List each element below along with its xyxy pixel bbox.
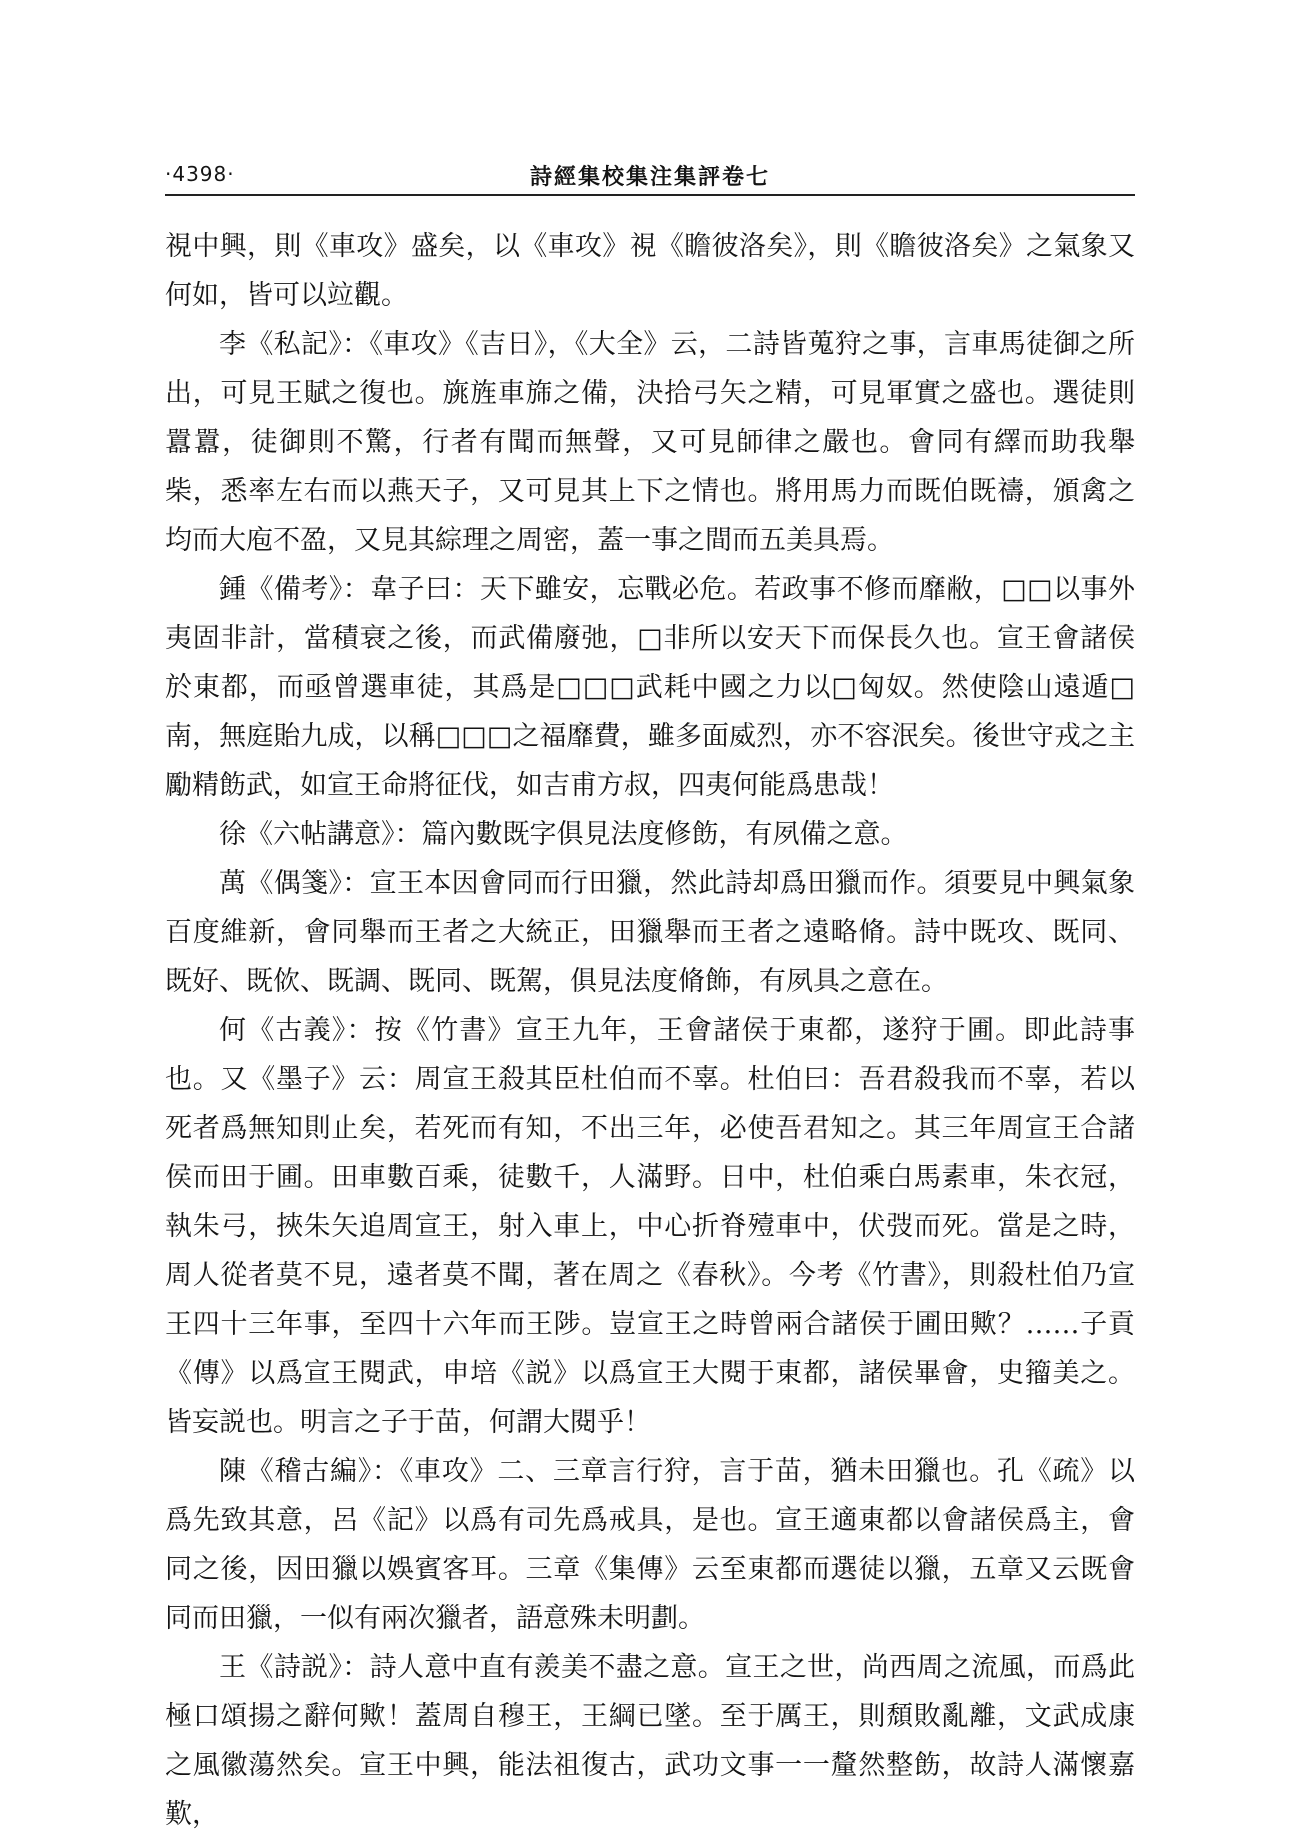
paragraph-8: 王《詩説》：詩人意中直有羨美不盡之意。宣王之世，尚西周之流風，而爲此極口頌揚之辭何歟！蓋周自穆王，王綱已墜。至于厲王，則頹敗亂離，文武成康之風徽蕩然矣。宣王中興，能法祖復古，武功文事一一釐然整飭，故詩人滿懷嘉歎， (165, 1652, 1135, 1830)
paragraph-5: 萬《偶箋》：宣王本因會同而行田獵，然此詩却爲田獵而作。須要見中興氣象百度維新，會同舉而王者之大統正，田獵舉而王者之遠略脩。詩中既攻、既同、既好、既佽、既調、既同、既駕，俱見法度脩飾，有夙具之意在。 (165, 868, 1135, 997)
paragraph-7: 陳《稽古編》：《車攻》二、三章言行狩，言于苗，猶未田獵也。孔《疏》以爲先致其意，呂《記》以爲有司先爲戒具，是也。宣王適東都以會諸侯爲主，會同之後，因田獵以娛賓客耳。三章《集傳》云至東都而選徒以獵，五章又云既會同而田獵，一似有兩次獵者，語意殊未明劃。 (165, 1456, 1135, 1634)
running-title: 詩經集校集注集評卷七 (529, 164, 770, 190)
paragraph-4: 徐《六帖講意》：篇內數既字俱見法度修飭，有夙備之意。 (219, 819, 908, 850)
paragraph-3: 鍾《備考》：韋子曰：天下雖安，忘戰必危。若政事不修而靡敝，□□以事外夷固非計，當積衰之後，而武備廢弛，□非所以安天下而保長久也。宣王會諸侯於東都，而亟曾選車徒，其爲是□□□武耗中國之力以□匈奴。然使陰山遠遁□南，無庭貽九成，以稱□□□之福靡費，雖多面威烈，亦不容泯矣。後世守戎之主勵精飭武，如宣王命將征伐，如吉甫方叔，四夷何能爲患哉！ (165, 574, 1135, 801)
paragraph-6: 何《古義》：按《竹書》宣王九年，王會諸侯于東都，遂狩于圃。即此詩事也。又《墨子》云：周宣王殺其臣杜伯而不辜。杜伯曰：吾君殺我而不辜，若以死者爲無知則止矣，若死而有知，不出三年，必使吾君知之。其三年周宣王合諸侯而田于圃。田車數百乘，徒數千，人滿野。日中，杜伯乘白馬素車，朱衣冠，執朱弓，挾朱矢追周宣王，射入車上，中心折脊殪車中，伏弢而死。當是之時，周人從者莫不見，遠者莫不聞，著在周之《春秋》。今考《竹書》，則殺杜伯乃宣王四十三年事，至四十六年而王陟。豈宣王之時曾兩合諸侯于圃田歟？……子貢《傳》以爲宣王閱武，申培《説》以爲宣王大閱于東都，諸侯畢會，史籀美之。皆妄説也。明言之子于苗，何謂大閱乎！ (165, 1015, 1135, 1438)
header-rule (165, 194, 1135, 196)
page-number: ·4398· (165, 162, 235, 186)
paragraph-2: 李《私記》：《車攻》《吉日》，《大全》云，二詩皆蒐狩之事，言車馬徒御之所出，可見王賦之復也。旐旌車旆之備，決拾弓矢之精，可見軍實之盛也。選徒則囂囂，徒御則不驚，行者有聞而無聲，又可見師律之嚴也。會同有繹而助我舉柴，悉率左右而以燕天子，又可見其上下之情也。將用馬力而既伯既禱，頒禽之均而大庖不盈，又見其綜理之周密，蓋一事之間而五美具焉。 (165, 329, 1135, 556)
paragraph-1: 視中興，則《車攻》盛矣，以《車攻》視《瞻彼洛矣》，則《瞻彼洛矣》之氣象又何如，皆可以竝觀。 (165, 231, 1135, 311)
page-header (165, 150, 1135, 194)
body-text (165, 222, 1135, 1839)
